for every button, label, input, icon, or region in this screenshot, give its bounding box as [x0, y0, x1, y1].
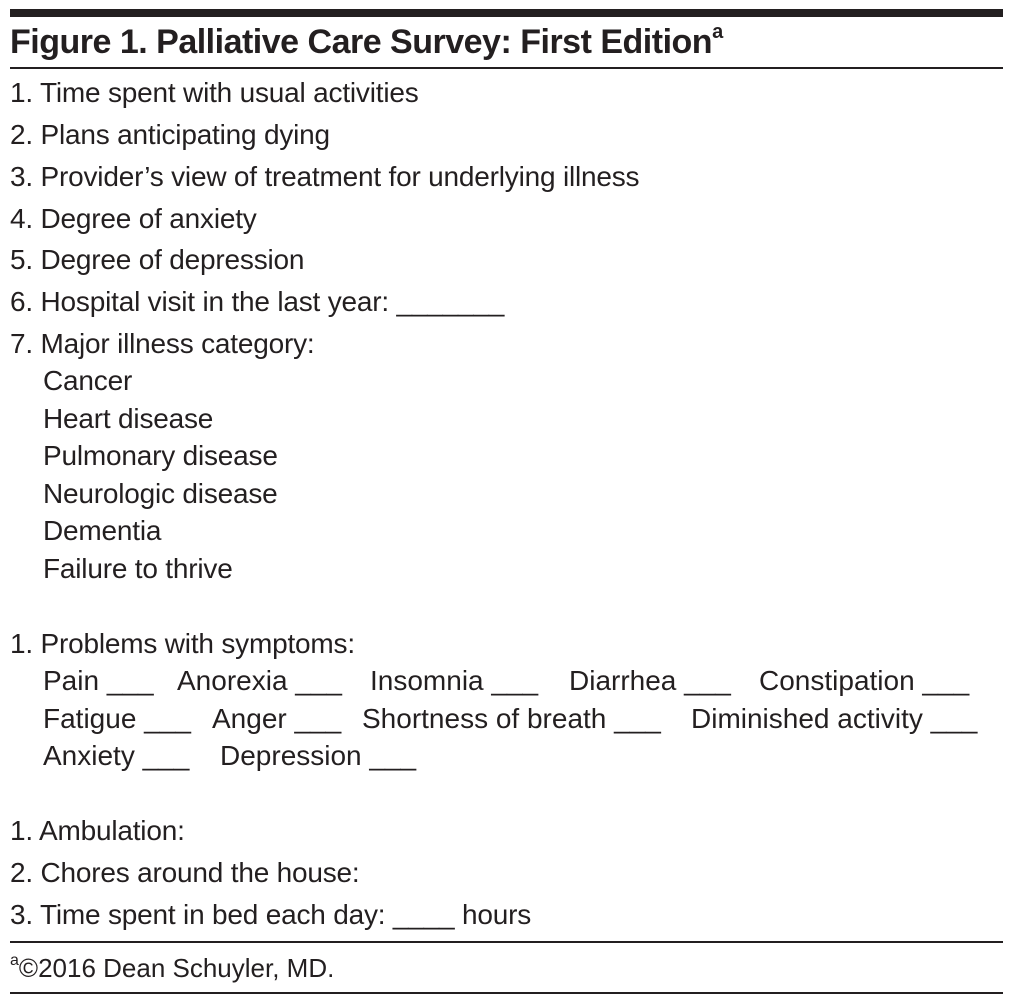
- illness-category-heart-disease: Heart disease: [43, 403, 214, 434]
- symptom-fatigue: Fatigue ___: [43, 703, 191, 734]
- survey-item-ambulation: 1. Ambulation:: [10, 815, 185, 846]
- symptom-insomnia: Insomnia ___: [370, 665, 539, 696]
- symptoms-heading: 1. Problems with symptoms:: [10, 628, 355, 659]
- survey-item-time-spent-usual-activities: 1. Time spent with usual activities: [10, 77, 419, 108]
- figure-title: [10, 22, 723, 62]
- survey-item-degree-of-anxiety: 4. Degree of anxiety: [10, 203, 257, 234]
- symptom-diminished-activity: Diminished activity ___: [691, 703, 978, 734]
- survey-item-chores-around-house: 2. Chores around the house:: [10, 857, 360, 888]
- symptom-pain: Pain ___: [43, 665, 154, 696]
- symptom-anorexia: Anorexia ___: [177, 665, 343, 696]
- top-rule: [10, 9, 1003, 17]
- symptom-anxiety: Anxiety ___: [43, 740, 190, 771]
- illness-category-neurologic-disease: Neurologic disease: [43, 478, 278, 509]
- symptom-diarrhea: Diarrhea ___: [569, 665, 731, 696]
- illness-category-pulmonary-disease: Pulmonary disease: [43, 440, 278, 471]
- survey-item-provider-view-treatment: 3. Provider’s view of treatment for underlying illness: [10, 161, 640, 192]
- symptom-constipation: Constipation ___: [759, 665, 970, 696]
- symptom-depression: Depression ___: [220, 740, 417, 771]
- survey-item-time-in-bed: 3. Time spent in bed each day: ____ hours: [10, 899, 532, 930]
- survey-item-major-illness-category: 7. Major illness category:: [10, 328, 315, 359]
- symptom-anger: Anger ___: [212, 703, 342, 734]
- survey-item-degree-of-depression: 5. Degree of depression: [10, 244, 305, 275]
- symptom-shortness-of-breath: Shortness of breath ___: [362, 703, 661, 734]
- figure-title-text: Figure 1. Palliative Care Survey: First Edition: [10, 23, 713, 61]
- illness-category-cancer: Cancer: [43, 365, 133, 396]
- footnote-text: ©2016 Dean Schuyler, MD.: [18, 953, 335, 983]
- footnote-rule: [10, 941, 1003, 943]
- title-rule: [10, 67, 1003, 69]
- copyright-footnote: [10, 952, 334, 984]
- illness-category-failure-to-thrive: Failure to thrive: [43, 553, 233, 584]
- survey-item-hospital-visit: 6. Hospital visit in the last year: _______: [10, 286, 505, 317]
- illness-category-dementia: Dementia: [43, 515, 162, 546]
- footnote-marker: a: [10, 952, 19, 969]
- survey-item-plans-anticipating-dying: 2. Plans anticipating dying: [10, 119, 330, 150]
- bottom-rule: [10, 992, 1003, 994]
- figure-title-footnote-marker: a: [712, 21, 723, 43]
